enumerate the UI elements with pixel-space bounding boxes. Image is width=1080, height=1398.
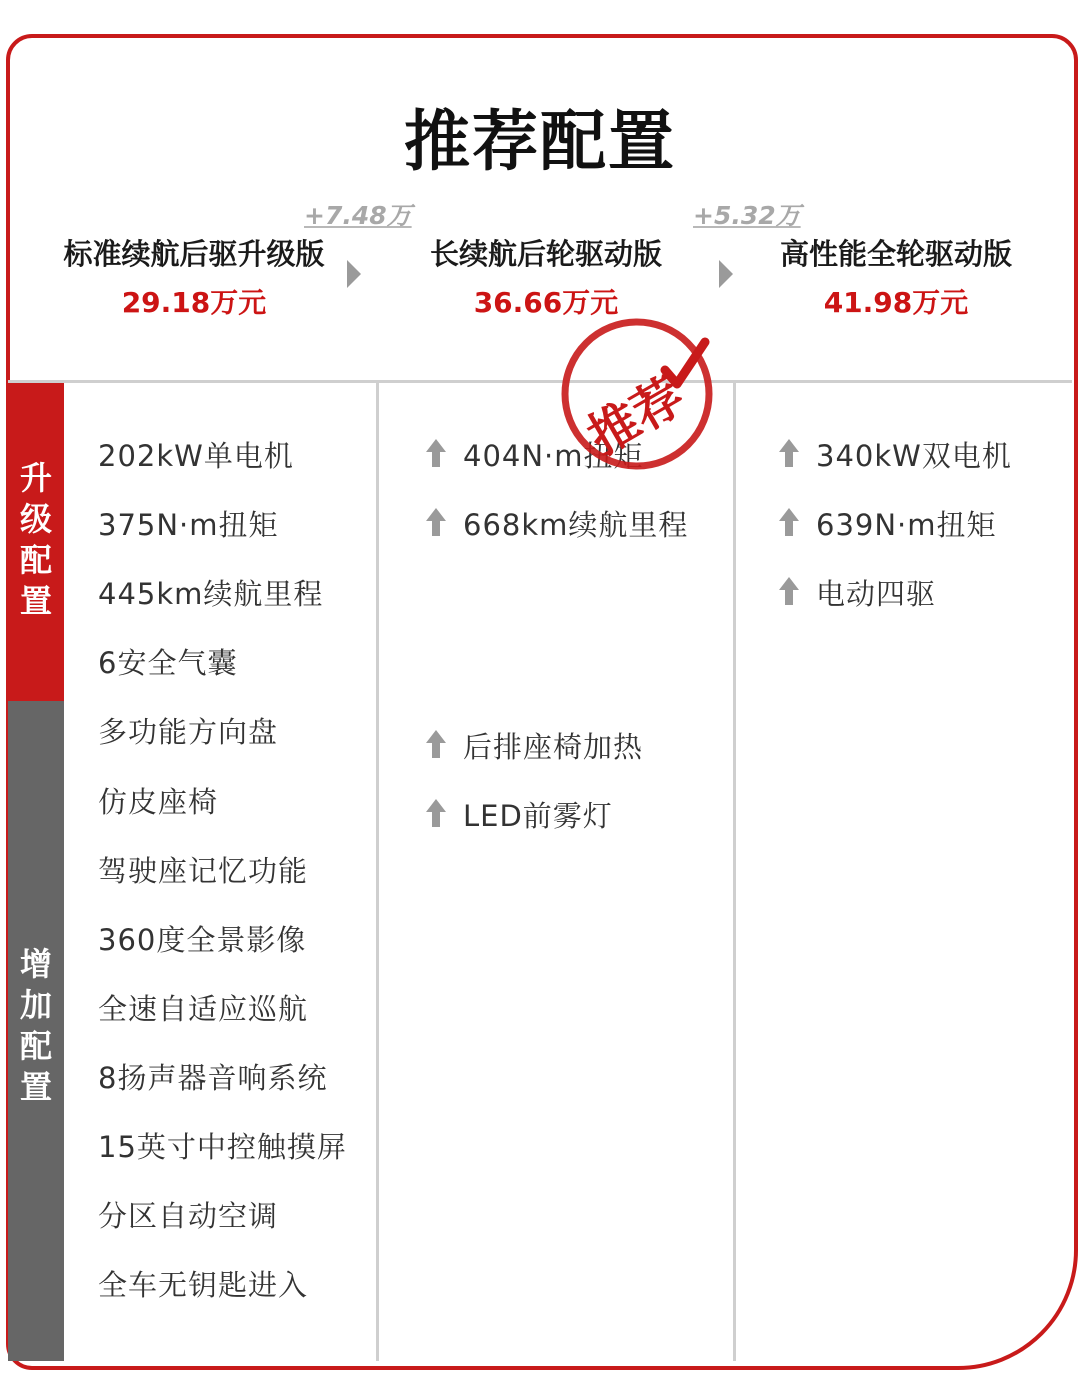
- feature-item: 分区自动空调: [98, 1199, 279, 1234]
- trim-name: 标准续航后驱升级版: [63, 237, 325, 271]
- page-title: 推荐配置: [404, 103, 676, 180]
- feature-item: 375N·m扭矩: [98, 508, 279, 543]
- chevron-right-icon: [719, 260, 733, 288]
- feature-item: 360度全景影像: [98, 922, 307, 957]
- trim-price: 36.66万元: [473, 286, 619, 319]
- stamp-text: 推荐: [578, 366, 694, 467]
- feature-item: 全速自适应巡航: [98, 991, 309, 1026]
- feature-item: 340kW双电机: [816, 439, 1012, 473]
- feature-item: 202kW单电机: [98, 439, 294, 473]
- trim-name: 长续航后轮驱动版: [429, 237, 662, 271]
- feature-item: 15英寸中控触摸屏: [98, 1130, 347, 1164]
- up-arrow-icon: [425, 798, 447, 828]
- section-label-added: 增 加 配 置: [19, 945, 52, 1106]
- feature-item: 8扬声器音响系统: [98, 1060, 328, 1095]
- trim-standard: [44, 232, 344, 321]
- feature-item: 6安全气囊: [98, 646, 238, 681]
- feature-item: 驾驶座记忆功能: [98, 853, 309, 888]
- column-divider: [733, 383, 736, 1361]
- up-arrow-icon: [778, 576, 800, 606]
- feature-item: 445km续航里程: [98, 577, 324, 612]
- price-delta: +5.32万: [693, 201, 801, 230]
- up-arrow-icon: [425, 729, 447, 759]
- section-label-upgrade: 升 级 配 置: [19, 459, 52, 620]
- feature-item: 电动四驱: [816, 577, 937, 611]
- feature-item: 668km续航里程: [463, 508, 689, 542]
- trim-performance: [758, 232, 1034, 321]
- trim-long-range: [398, 232, 694, 321]
- feature-item: 404N·m扭矩: [463, 439, 644, 473]
- recommend-stamp: [555, 312, 720, 477]
- up-arrow-icon: [425, 438, 447, 468]
- feature-item: LED前雾灯: [463, 799, 613, 833]
- feature-item: 多功能方向盘: [98, 715, 279, 750]
- feature-item: 全车无钥匙进入: [98, 1268, 309, 1303]
- up-arrow-icon: [778, 438, 800, 468]
- feature-item: 后排座椅加热: [463, 730, 644, 764]
- up-arrow-icon: [425, 507, 447, 537]
- trim-price: 29.18万元: [121, 286, 267, 319]
- divider: [8, 380, 1072, 383]
- up-arrow-icon: [778, 507, 800, 537]
- price-delta: +7.48万: [304, 201, 412, 230]
- feature-item: 仿皮座椅: [98, 784, 219, 819]
- feature-item: 639N·m扭矩: [816, 508, 997, 542]
- column-divider: [376, 383, 379, 1361]
- trim-price: 41.98万元: [823, 286, 969, 319]
- chevron-right-icon: [347, 260, 361, 288]
- trim-name: 高性能全轮驱动版: [779, 237, 1012, 271]
